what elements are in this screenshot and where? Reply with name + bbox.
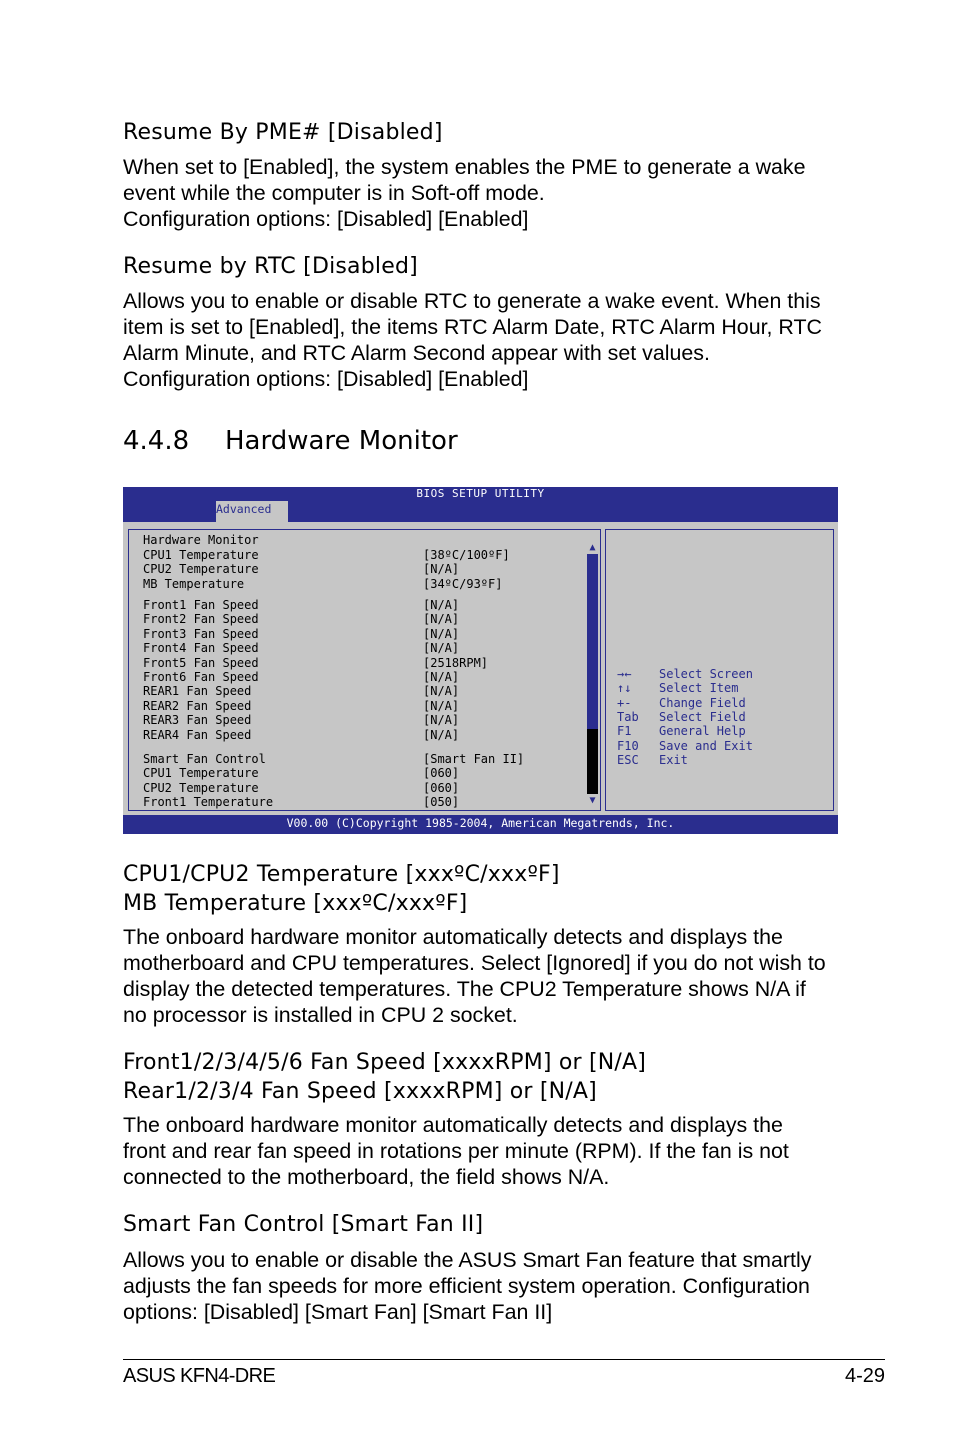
smart-fan-line: Allows you to enable or disable the ASUS Smart Fan feature that smartly: [123, 1248, 812, 1272]
bios-row-value: [N/A]: [423, 627, 460, 641]
pme-description: [123, 154, 843, 232]
help-desc: Exit: [659, 753, 688, 767]
bios-row-value: [N/A]: [423, 641, 460, 655]
bios-row-label[interactable]: Front5 Fan Speed: [143, 656, 259, 670]
bios-row-label[interactable]: Smart Fan Control: [143, 752, 266, 766]
pme-line: Configuration options: [Disabled] [Enabled]: [123, 207, 529, 231]
temp-line: display the detected temperatures. The CPU2 Temperature shows N/A if: [123, 977, 806, 1001]
bios-row-label[interactable]: Front2 Fan Speed: [143, 612, 259, 626]
section-title: [123, 424, 458, 458]
temp-heading: [123, 860, 560, 918]
arrow-left-right-icon: →←: [617, 667, 632, 681]
rtc-line: Configuration options: [Disabled] [Enabled]: [123, 367, 529, 391]
temp-line: The onboard hardware monitor automatically detects and displays the: [123, 925, 783, 949]
help-key: Tab: [617, 710, 639, 724]
scroll-up-icon[interactable]: ▲: [589, 542, 596, 553]
help-desc: Select Screen: [659, 667, 753, 681]
bios-title: BIOS SETUP UTILITY: [416, 487, 545, 500]
footer-product: ASUS KFN4-DRE: [123, 1365, 276, 1387]
fan-heading-line: Front1/2/3/4/5/6 Fan Speed [xxxxRPM] or [N/A]: [123, 1050, 647, 1075]
pme-heading: Resume By PME# [Disabled]: [123, 120, 443, 145]
help-key: F10: [617, 739, 639, 753]
fan-description: [123, 1112, 843, 1190]
pme-line: When set to [Enabled], the system enables the PME to generate a wake: [123, 155, 806, 179]
bios-row-value: [2518RPM]: [423, 656, 489, 670]
smart-fan-heading: Smart Fan Control [Smart Fan II]: [123, 1212, 484, 1237]
temp-line: no processor is installed in CPU 2 socket.: [123, 1003, 518, 1027]
temp-heading-line: CPU1/CPU2 Temperature [xxxºC/xxxºF]: [123, 862, 560, 887]
fan-heading-line: Rear1/2/3/4 Fan Speed [xxxxRPM] or [N/A]: [123, 1079, 597, 1104]
bios-row-value: [050]: [423, 795, 460, 809]
rtc-line: item is set to [Enabled], the items RTC Alarm Date, RTC Alarm Hour, RTC: [123, 315, 822, 339]
bios-row-label[interactable]: CPU2 Temperature: [143, 781, 259, 795]
help-desc: Select Item: [659, 681, 739, 695]
footer-divider: [123, 1359, 885, 1360]
bios-row-label[interactable]: CPU1 Temperature: [143, 548, 259, 562]
bios-row-label[interactable]: CPU1 Temperature: [143, 766, 259, 780]
bios-row-label[interactable]: Front4 Fan Speed: [143, 641, 259, 655]
smart-fan-line: options: [Disabled] [Smart Fan] [Smart Fan II]: [123, 1300, 553, 1324]
help-desc: Select Field: [659, 710, 746, 724]
temp-description: [123, 924, 843, 1028]
rtc-heading: Resume by RTC [Disabled]: [123, 254, 418, 279]
bios-section-title: Hardware Monitor: [143, 533, 259, 547]
fan-line: The onboard hardware monitor automatically detects and displays the: [123, 1113, 783, 1137]
help-key: ESC: [617, 753, 639, 767]
bios-row-value: [N/A]: [423, 670, 460, 684]
rtc-line: Allows you to enable or disable RTC to generate a wake event. When this: [123, 289, 821, 313]
help-key: +-: [617, 696, 632, 710]
rtc-line: Alarm Minute, and RTC Alarm Second appear with set values.: [123, 341, 710, 365]
bios-row-value: [38ºC/100ºF]: [423, 548, 510, 562]
bios-screen: [123, 487, 838, 834]
bios-row-label[interactable]: Front6 Fan Speed: [143, 670, 259, 684]
bios-row-value: [Smart Fan II]: [423, 752, 525, 766]
bios-row-value: [060]: [423, 781, 460, 795]
help-desc: General Help: [659, 724, 746, 738]
page-number: 4-29: [844, 1365, 885, 1387]
bios-row-label[interactable]: REAR4 Fan Speed: [143, 728, 252, 742]
fan-line: connected to the motherboard, the field shows N/A.: [123, 1165, 610, 1189]
scrollbar-thumb[interactable]: [587, 554, 598, 729]
bios-row-value: [N/A]: [423, 684, 460, 698]
pme-line: event while the computer is in Soft-off mode.: [123, 181, 545, 205]
arrow-up-down-icon: ↑↓: [617, 681, 632, 695]
bios-row-label[interactable]: REAR2 Fan Speed: [143, 699, 252, 713]
bios-header-bar: [123, 487, 838, 522]
bios-row-value: [34ºC/93ºF]: [423, 577, 503, 591]
bios-row-label[interactable]: MB Temperature: [143, 577, 245, 591]
section-number: 4.4.8: [123, 426, 190, 456]
help-desc: Save and Exit: [659, 739, 753, 753]
bios-row-value: [N/A]: [423, 728, 460, 742]
temp-line: motherboard and CPU temperatures. Select [Ignored] if you do not wish to: [123, 951, 826, 975]
bios-row-label[interactable]: REAR3 Fan Speed: [143, 713, 252, 727]
bios-row-label[interactable]: Front1 Temperature: [143, 795, 274, 809]
bios-row-value: [N/A]: [423, 598, 460, 612]
help-key: F1: [617, 724, 632, 738]
rtc-description: [123, 288, 843, 392]
smart-fan-description: [123, 1247, 843, 1325]
bios-row-value: [N/A]: [423, 699, 460, 713]
bios-row-value: [N/A]: [423, 612, 460, 626]
bios-row-label[interactable]: REAR1 Fan Speed: [143, 684, 252, 698]
section-name: Hardware Monitor: [225, 426, 458, 456]
bios-row-label[interactable]: CPU2 Temperature: [143, 562, 259, 576]
bios-row-label[interactable]: Front1 Fan Speed: [143, 598, 259, 612]
bios-row-value: [060]: [423, 766, 460, 780]
temp-heading-line: MB Temperature [xxxºC/xxxºF]: [123, 891, 468, 916]
scroll-down-icon[interactable]: ▼: [589, 795, 596, 806]
bios-copyright: V00.00 (C)Copyright 1985-2004, American Megatrends, Inc.: [123, 815, 838, 834]
fan-heading: [123, 1048, 646, 1106]
bios-row-value: [N/A]: [423, 562, 460, 576]
smart-fan-line: adjusts the fan speeds for more efficient system operation. Configuration: [123, 1274, 810, 1298]
help-desc: Change Field: [659, 696, 746, 710]
bios-row-label[interactable]: Front3 Fan Speed: [143, 627, 259, 641]
bios-row-value: [N/A]: [423, 713, 460, 727]
fan-line: front and rear fan speed in rotations per minute (RPM). If the fan is not: [123, 1139, 789, 1163]
tab-advanced[interactable]: Advanced: [216, 501, 288, 522]
